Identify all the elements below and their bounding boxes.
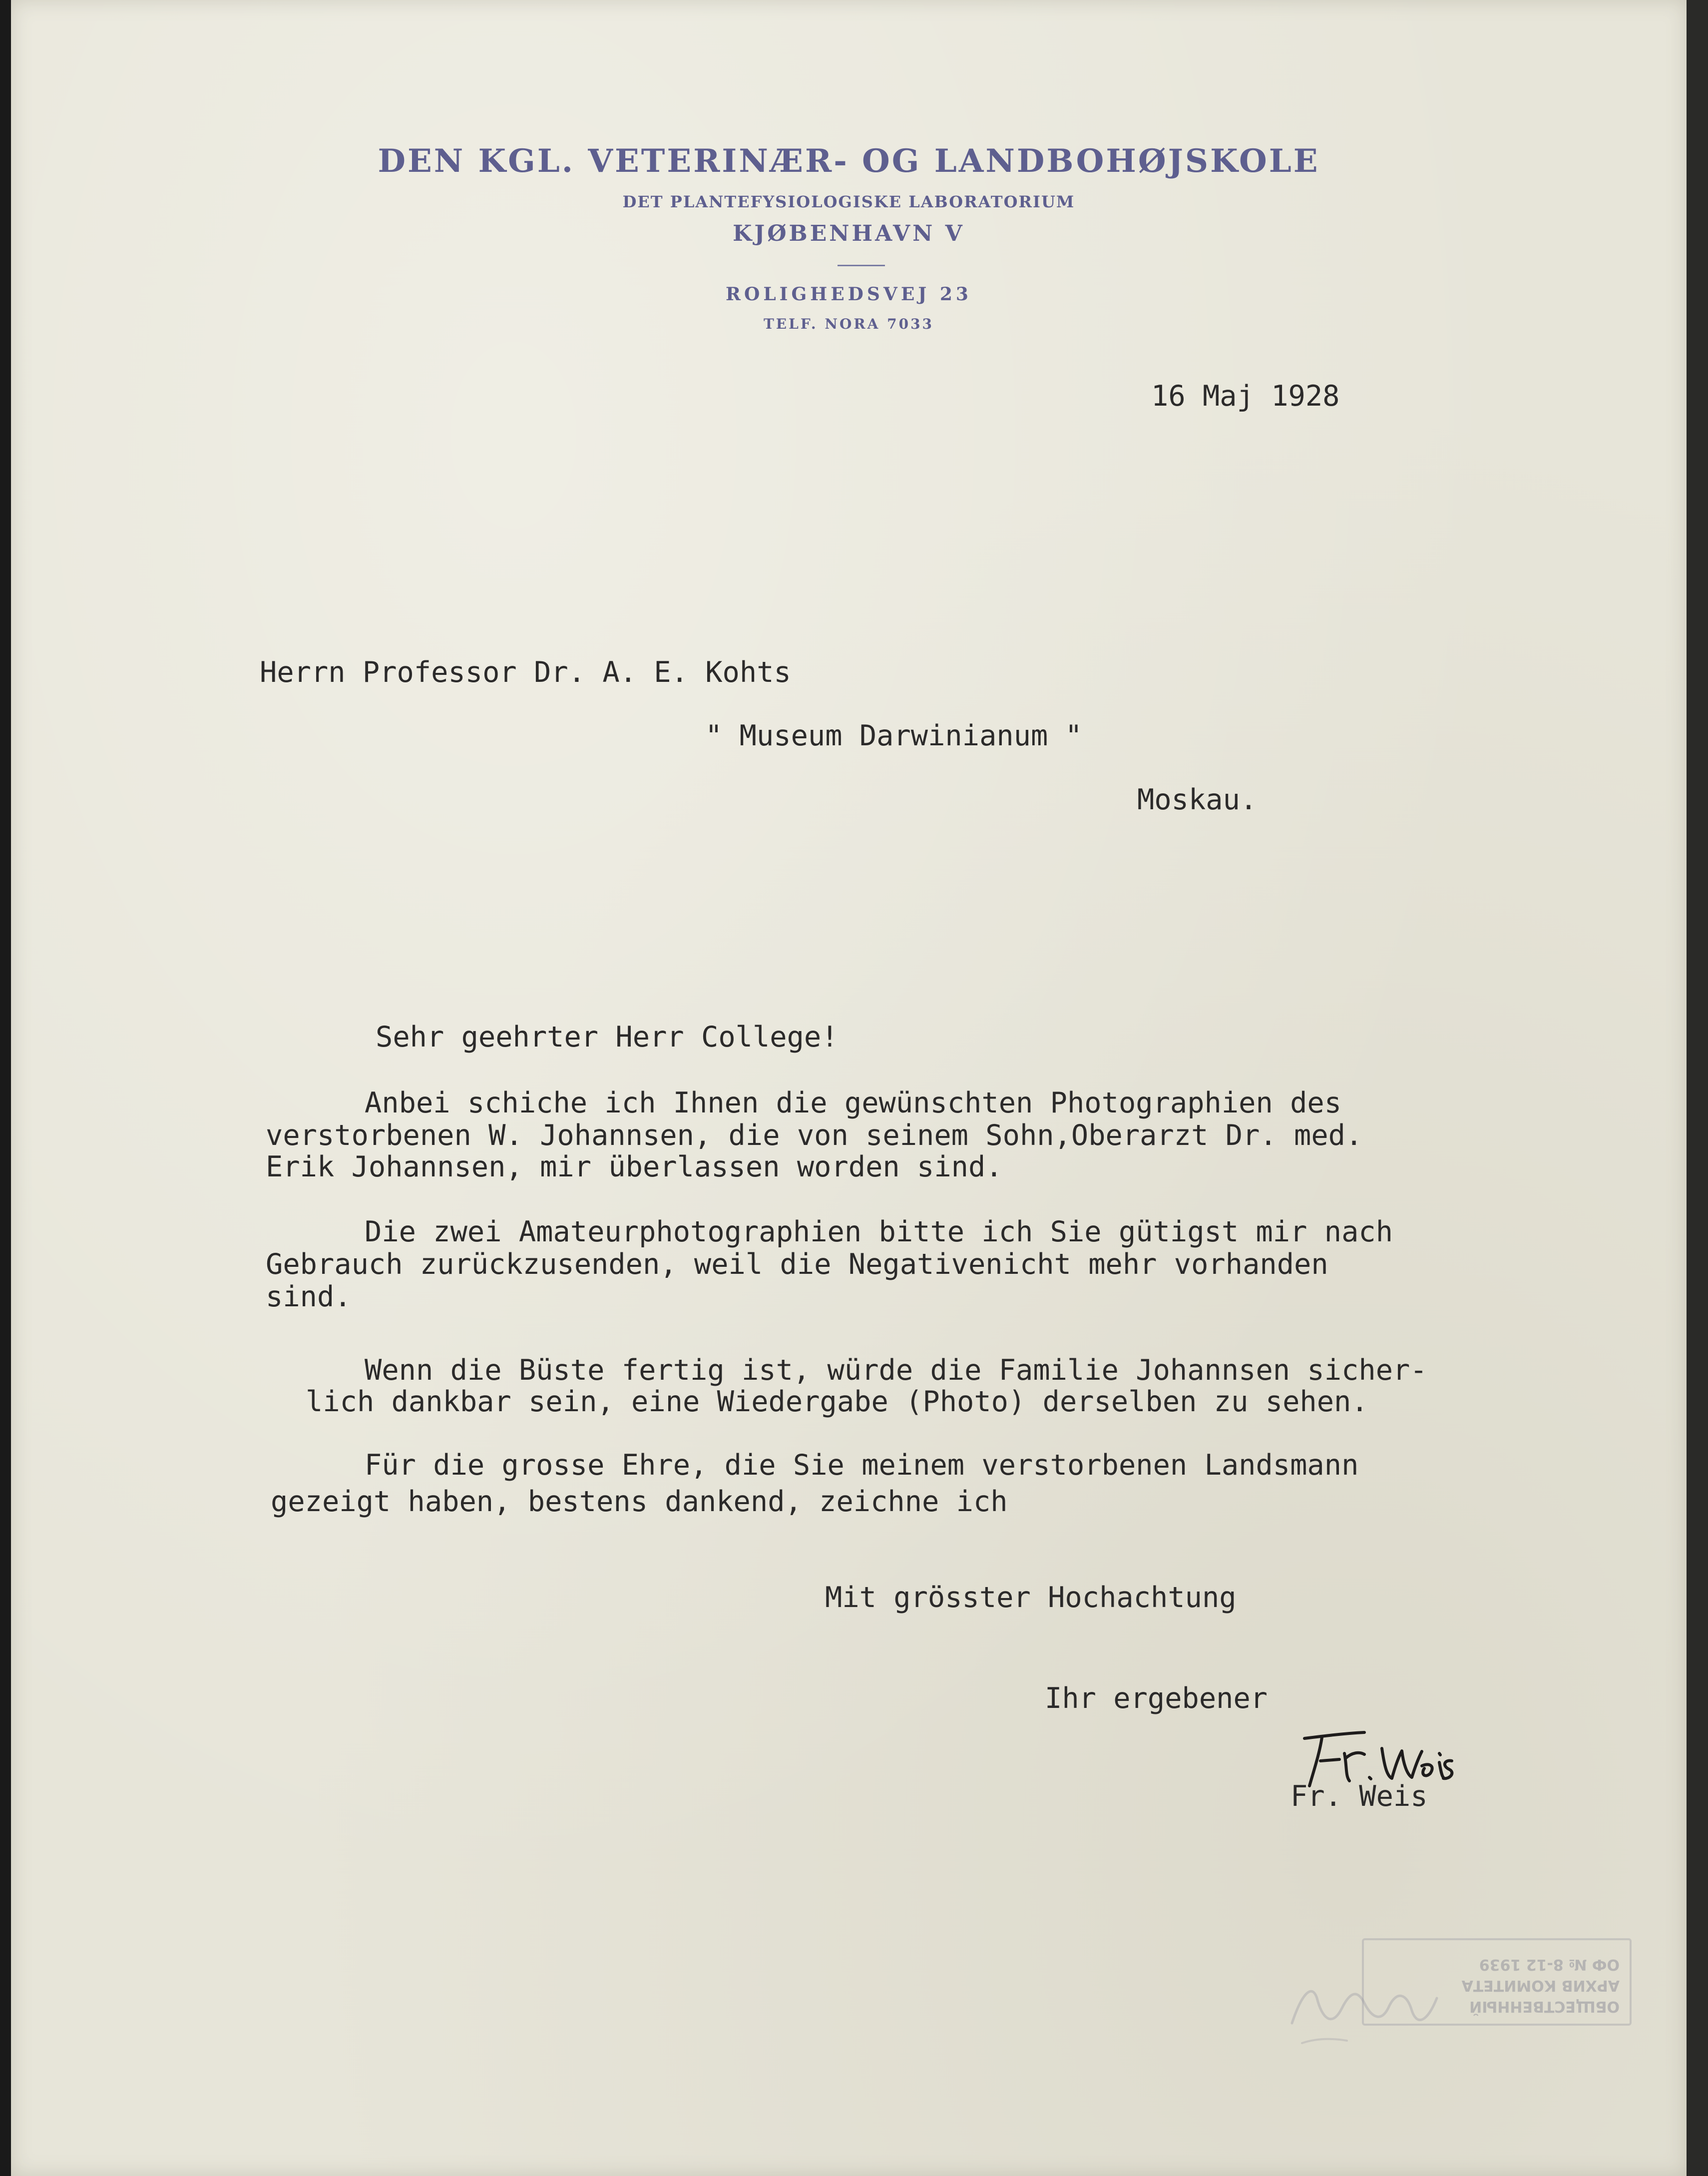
paragraph-2-line-3: sind. — [266, 1280, 352, 1313]
stamp-line-1: ОБЩЕСТВЕННЫЙ — [1469, 1998, 1620, 2015]
recipient-name: Herrn Professor Dr. A. E. Kohts — [260, 656, 791, 689]
paragraph-3-line-1: Wenn die Büste fertig ist, würde die Familie Johannsen sicher- — [365, 1354, 1427, 1387]
letter-date: 16 Maj 1928 — [1151, 380, 1340, 413]
recipient-city: Moskau. — [1137, 783, 1258, 816]
letterhead-laboratory: DET PLANTEFYSIOLOGISKE LABORATORIUM — [622, 192, 1075, 211]
letter-sheet — [11, 0, 1687, 2176]
salutation: Sehr geehrter Herr College! — [376, 1021, 839, 1054]
paragraph-2-line-2: Gebrauch zurückzusenden, weil die Negativenicht mehr vorhanden — [266, 1248, 1328, 1281]
paragraph-1-line-2: verstorbenen W. Johannsen, die von seinem Sohn,Oberarzt Dr. med. — [266, 1119, 1363, 1152]
paragraph-1-line-1: Anbei schiche ich Ihnen die gewünschten Photographien des — [365, 1087, 1342, 1119]
stamp-line-2: АРХИВ КОМИТЕТА — [1461, 1977, 1620, 1994]
letterhead-telephone: TELF. NORA 7033 — [763, 316, 934, 332]
paragraph-4-line-1: Für die grosse Ehre, die Sie meinem verstorbenen Landsmann — [365, 1449, 1359, 1482]
letterhead-city: KJØBENHAVN V — [733, 221, 965, 246]
pencil-archive-mark — [1282, 1963, 1447, 2053]
paragraph-3-line-2: lich dankbar sein, eine Wiedergabe (Photo) derselben zu sehen. — [306, 1385, 1368, 1418]
stamp-line-3: ОФ № 8-12 1939 — [1479, 1956, 1620, 1973]
paragraph-2-line-1: Die zwei Amateurphotographien bitte ich Sie gütigst mir nach — [365, 1215, 1393, 1248]
closing-ergebener: Ihr ergebener — [1045, 1682, 1268, 1715]
letterhead-institution: DEN KGL. VETERINÆR- OG LANDBOHØJSKOLE — [378, 142, 1320, 180]
recipient-institution: " Museum Darwinianum " — [705, 719, 1082, 752]
closing-regards: Mit grösster Hochachtung — [825, 1581, 1237, 1614]
letterhead-divider — [838, 265, 885, 266]
signer-name: Fr. Weis — [1290, 1780, 1428, 1813]
letterhead-street: ROLIGHEDSVEJ 23 — [726, 284, 972, 305]
paragraph-1-line-3: Erik Johannsen, mir überlassen worden sind. — [266, 1150, 1003, 1183]
scan-border — [1687, 0, 1708, 2176]
paragraph-4-line-2: gezeigt haben, bestens dankend, zeichne ich — [271, 1485, 1008, 1518]
